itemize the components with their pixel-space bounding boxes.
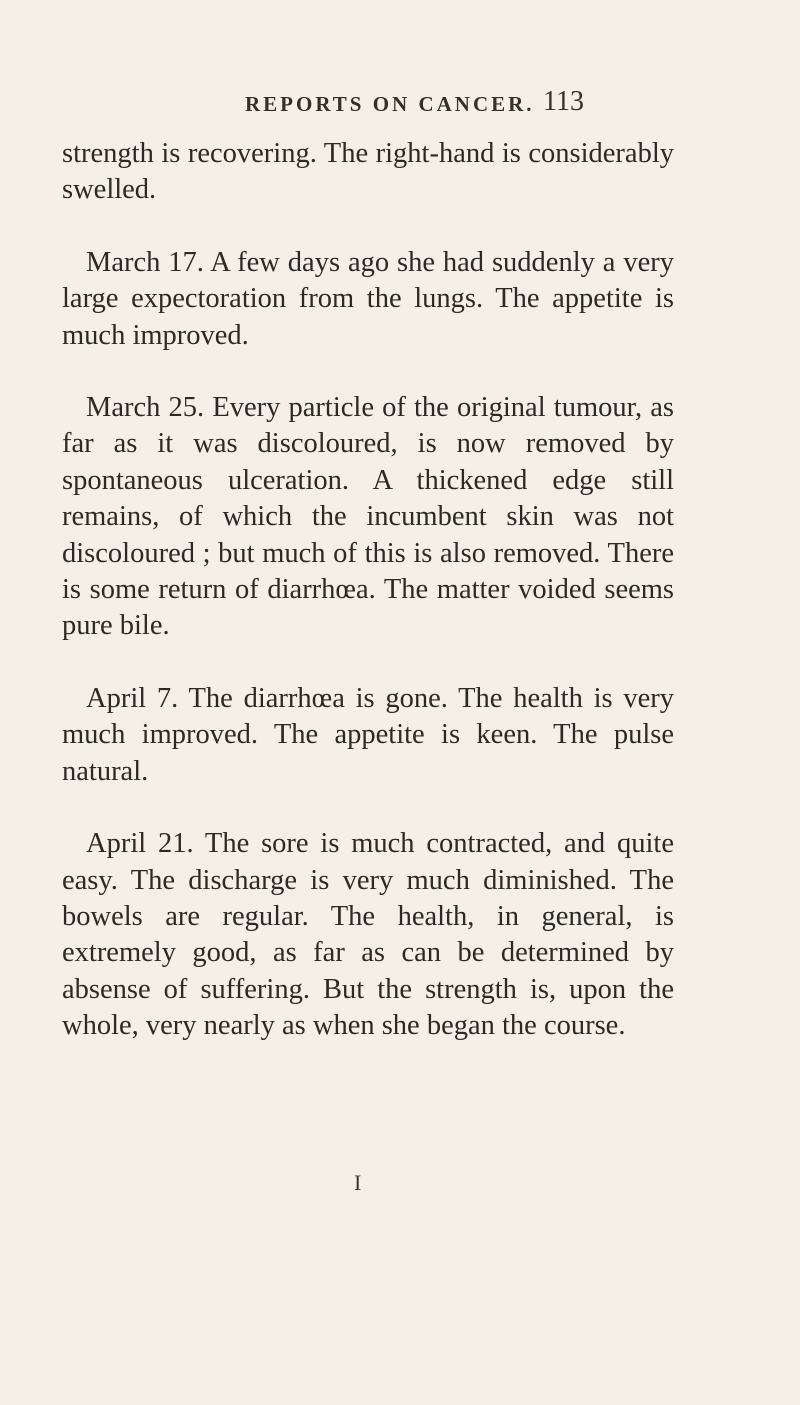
paragraph-april-21: April 21. The sore is much contracted, and quite easy. The discharge is very much diminished. The bowels are regular. The health, in general, is extremely good, as far as can be determined by absense of suffering. But the strength is, upon the whole, very nearly as when she began the course. — [62, 828, 674, 1042]
signature-mark: I — [354, 1170, 362, 1195]
paragraph-march-17: March 17. A few days ago she had suddenly a very large expectoration from the lungs. The appetite is much improved. — [62, 246, 674, 351]
page-number: 113 — [543, 86, 584, 117]
paragraph-april-7: April 7. The diarrhœa is gone. The health is very much improved. The appetite is keen. The pulse natural. — [62, 682, 674, 787]
running-title: REPORTS ON CANCER. — [245, 92, 535, 116]
body-text — [62, 136, 674, 1045]
paragraph-continuation: strength is recovering. The right-hand is considerably swelled. — [62, 138, 674, 206]
paragraph-march-25: March 25. Every particle of the original tumour, as far as it was discoloured, is now removed by spontaneous ulceration. A thickened edge still remains, of which the incumbent skin was not discoloured ; but much of this is also removed. There is some return of diarrhœa. The matter voided seems pure bile. — [62, 392, 674, 642]
running-head — [0, 86, 800, 126]
